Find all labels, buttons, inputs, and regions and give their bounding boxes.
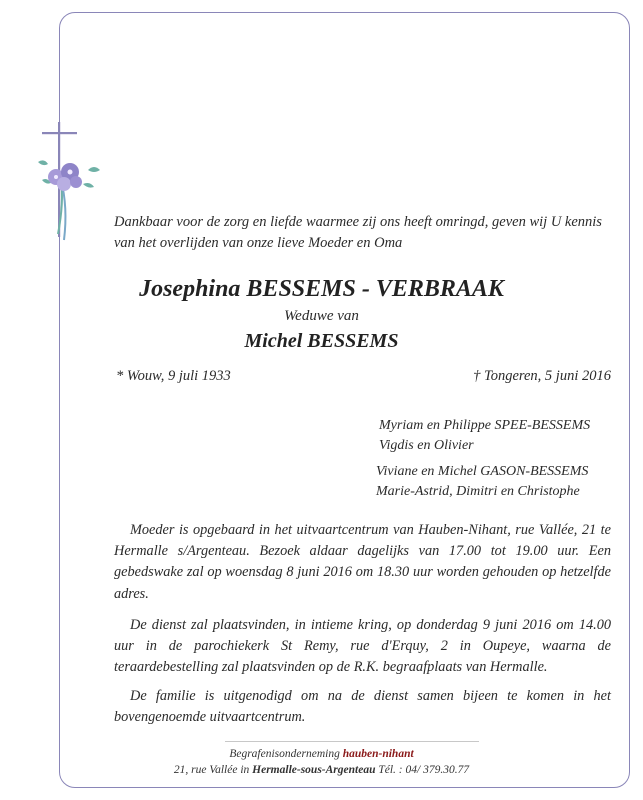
intro-text: [114, 212, 614, 254]
company-address: [0, 764, 643, 776]
birth-info: * Wouw, 9 juli 1933: [116, 368, 231, 384]
gathering-paragraph: De familie is uitgenodigd om na de dienst samen bijeen te komen in het bovengenoemde uitvaartcentrum.: [114, 688, 611, 726]
address-prefix: 21, rue Vallée in: [173, 764, 250, 776]
funeral-company: [0, 748, 643, 760]
family-line: Viviane en Michel GASON-BESSEMS: [376, 464, 589, 479]
company-prefix: Begrafenisonderneming: [229, 748, 340, 760]
company-brand: hauben-nihant: [342, 748, 414, 760]
company-phone: Tél. : 04/ 379.30.77: [378, 764, 470, 776]
spouse-name: Michel BESSEMS: [244, 330, 399, 352]
viewing-paragraph: Moeder is opgebaard in het uitvaartcentrum van Hauben-Nihant, rue Vallée, 21 te Hermalle s/Argenteau. Bezoek aldaar dagelijks van 17.00 tot 19.00 uur. Een gebedswake zal op woensdag 8 juni 2016 om 18.30 uur worden gehouden op hetzelfde adres.: [114, 522, 611, 602]
service-paragraph: De dienst zal plaatsvinden, in intieme kring, op donderdag 9 juni 2016 om 14.00 uur in de parochiekerk St Remy, rue d'Erquy, 2 in Oupeye, waarna de teraardebestelling zal plaatsvinden op de R.K. begraafplaats van Hermalle.: [114, 617, 611, 676]
intro-line-2: van het overlijden van onze lieve Moeder en Oma: [114, 235, 403, 251]
deceased-name: Josephina BESSEMS - VERBRAAK: [139, 276, 504, 302]
widow-of-label: Weduwe van: [284, 308, 359, 324]
family-group: [379, 416, 590, 456]
intro-line-1: Dankbaar voor de zorg en liefde waarmee zij ons heeft omringd, geven wij U kennis: [114, 214, 602, 230]
family-line: Vigdis en Olivier: [379, 438, 474, 453]
address-town: Hermalle-sous-Argenteau: [252, 764, 376, 776]
family-group: [376, 462, 588, 502]
family-line: Myriam en Philippe SPEE-BESSEMS: [379, 418, 591, 433]
family-line: Marie-Astrid, Dimitri en Christophe: [376, 484, 580, 499]
footer-divider: [225, 741, 479, 742]
death-info: † Tongeren, 5 juni 2016: [473, 368, 611, 384]
cross-with-flowers-icon: [28, 122, 108, 242]
